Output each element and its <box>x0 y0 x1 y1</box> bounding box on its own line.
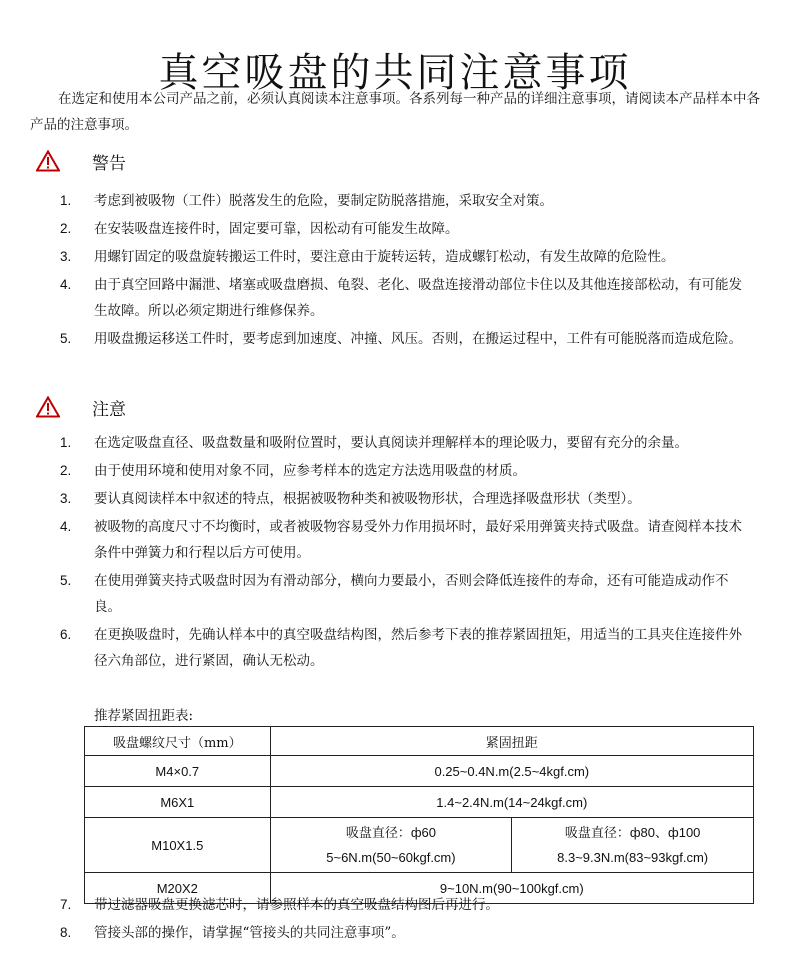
item-text: 由于使用环境和使用对象不同，应参考样本的选定方法选用吸盘的材质。 <box>94 463 526 479</box>
table-caption: 推荐紧固扭距表: <box>94 708 194 724</box>
warning-heading <box>36 146 126 176</box>
torque-cell-dia-80-100 <box>512 818 754 873</box>
diameter-value: ф60 <box>410 824 436 840</box>
table-row <box>85 818 754 873</box>
page-title: 真空吸盘的共同注意事项 <box>158 49 632 96</box>
list-item <box>0 514 790 566</box>
list-item <box>0 244 790 270</box>
intro-paragraph: 在选定和使用本公司产品之前，必须认真阅读本注意事项。各系列每一种产品的详细注意事项，请阅读本产品样本中各产品的注意事项。 <box>30 91 760 133</box>
item-text: 要认真阅读样本中叙述的特点，根据被吸物种类和被吸物形状，合理选择吸盘形状（类型）。 <box>94 491 641 507</box>
caution-label: 注意 <box>92 399 126 420</box>
caution-list-continued <box>0 892 790 948</box>
column-header-torque: 紧固扭距 <box>270 727 753 756</box>
caution-heading <box>36 392 126 422</box>
item-text: 带过滤器吸盘更换滤芯时，请参照样本的真空吸盘结构图后再进行。 <box>94 897 499 913</box>
item-number: 5. <box>60 331 72 346</box>
list-item <box>0 486 790 512</box>
torque-cell: 1.4~2.4N.m(14~24kgf.cm) <box>270 787 753 818</box>
list-item <box>0 458 790 484</box>
table-row <box>85 787 754 818</box>
torque-cell-dia-60 <box>270 818 512 873</box>
item-number: 4. <box>60 277 72 292</box>
item-text: 管接头部的操作，请掌握“管接头的共同注意事项”。 <box>94 925 405 941</box>
list-item <box>0 568 790 620</box>
item-text: 考虑到被吸物（工件）脱落发生的危险，要制定防脱落措施，采取安全对策。 <box>94 193 553 209</box>
item-text: 由于真空回路中漏泄、堵塞或吸盘磨损、龟裂、老化、吸盘连接滑动部位卡住以及其他连接部松动，有可能发生故障。所以必须定期进行维修保养。 <box>94 277 742 319</box>
item-text: 在更换吸盘时，先确认样本中的真空吸盘结构图，然后参考下表的推荐紧固扭矩，用适当的工具夹住连接件外径六角部位，进行紧固，确认无松动。 <box>94 627 742 669</box>
diameter-line <box>271 821 512 846</box>
item-number: 6. <box>60 627 72 642</box>
warning-triangle-icon <box>36 396 60 418</box>
list-item <box>0 272 790 324</box>
item-text: 在选定吸盘直径、吸盘数量和吸附位置时，要认真阅读并理解样本的理论吸力，要留有充分的余量。 <box>94 435 688 451</box>
torque-value: 8.3~9.3N.m(83~93kgf.cm) <box>557 849 709 865</box>
item-number: 5. <box>60 573 72 588</box>
list-item <box>0 892 790 918</box>
thread-size-cell: M4×0.7 <box>85 756 271 787</box>
diameter-label: 吸盘直径： <box>564 825 630 841</box>
torque-value: 5~6N.m(50~60kgf.cm) <box>326 849 456 865</box>
warning-list <box>0 188 790 354</box>
diameter-value: ф80、ф100 <box>629 824 701 840</box>
item-number: 8. <box>60 925 72 940</box>
item-text: 用螺钉固定的吸盘旋转搬运工件时，要注意由于旋转运转，造成螺钉松动，有发生故障的危险性。 <box>94 249 675 265</box>
warning-label: 警告 <box>92 153 126 174</box>
table-row <box>85 756 754 787</box>
torque-cell: 0.25~0.4N.m(2.5~4kgf.cm) <box>270 756 753 787</box>
item-text: 用吸盘搬运移送工件时，要考虑到加速度、冲撞、风压。否则，在搬运过程中，工件有可能脱落而造成危险。 <box>94 331 742 347</box>
item-number: 2. <box>60 463 72 478</box>
item-text: 被吸物的高度尺寸不均衡时，或者被吸物容易受外力作用损坏时，最好采用弹簧夹持式吸盘。请查阅样本技术条件中弹簧力和行程以后方可使用。 <box>94 519 742 561</box>
thread-size-cell: M20X2 <box>85 873 271 904</box>
list-item <box>0 622 790 674</box>
list-item <box>0 430 790 456</box>
list-item <box>0 216 790 242</box>
item-number: 1. <box>60 193 72 208</box>
item-number: 3. <box>60 491 72 506</box>
item-number: 2. <box>60 221 72 236</box>
torque-table <box>84 726 754 904</box>
table-header-row <box>85 727 754 756</box>
item-number: 3. <box>60 249 72 264</box>
column-header-thread-size: 吸盘螺纹尺寸（mm） <box>85 727 271 756</box>
caution-list <box>0 430 790 676</box>
item-text: 在安装吸盘连接件时，固定要可靠，因松动有可能发生故障。 <box>94 221 459 237</box>
diameter-line <box>512 821 753 846</box>
list-item <box>0 326 790 352</box>
list-item <box>0 188 790 214</box>
torque-cell: 9~10N.m(90~100kgf.cm) <box>270 873 753 904</box>
warning-triangle-icon <box>36 150 60 172</box>
item-text: 在使用弹簧夹持式吸盘时因为有滑动部分，横向力要最小，否则会降低连接件的寿命，还有可能造成动作不良。 <box>94 573 729 615</box>
item-number: 1. <box>60 435 72 450</box>
thread-size-cell: M10X1.5 <box>85 818 271 873</box>
diameter-label: 吸盘直径： <box>345 825 411 841</box>
item-number: 7. <box>60 897 72 912</box>
item-number: 4. <box>60 519 72 534</box>
list-item <box>0 920 790 946</box>
thread-size-cell: M6X1 <box>85 787 271 818</box>
